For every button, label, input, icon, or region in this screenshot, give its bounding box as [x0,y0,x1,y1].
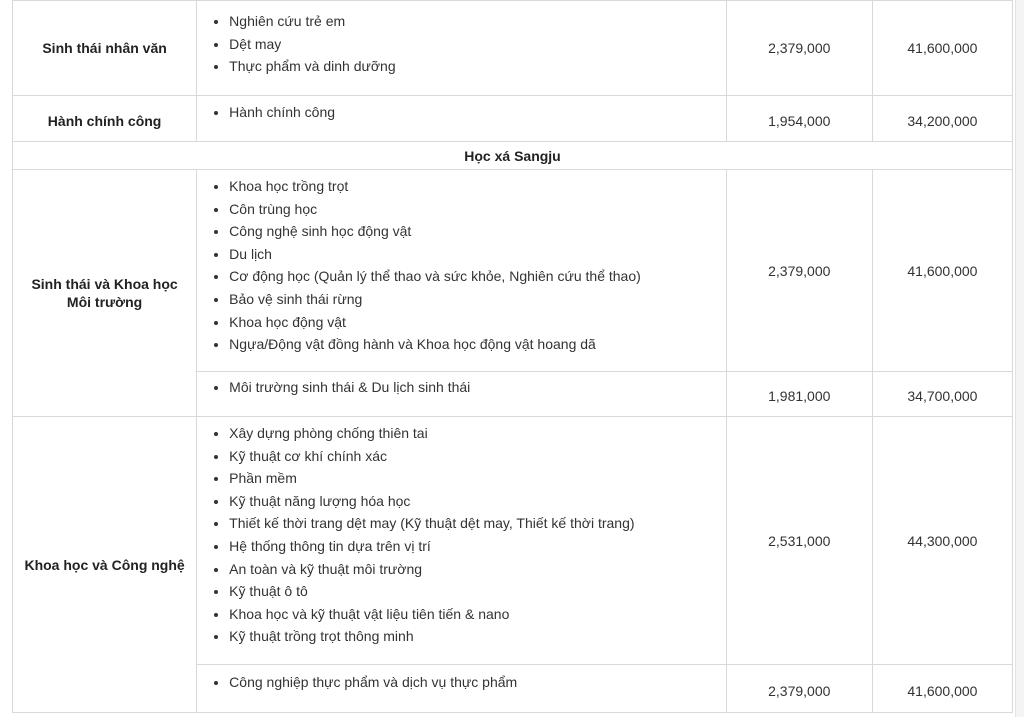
list-item: • Nghiên cứu trẻ em [229,10,726,33]
list-item: • Khoa học và kỹ thuật vật liệu tiên tiến & nano [229,603,726,626]
fee-vnd: 41,600,000 [872,665,1012,713]
fee-vnd: 41,600,000 [872,170,1012,372]
fee-krw: 2,531,000 [726,417,872,665]
majors-cell [197,372,727,417]
tuition-fee-table [12,0,1013,713]
fee-krw: 1,981,000 [726,372,872,417]
list-item: • Côn trùng học [229,198,726,221]
college-name: Hành chính công [13,96,197,142]
majors-list [197,376,726,399]
table-row [13,417,1013,665]
list-item: • Kỹ thuật cơ khí chính xác [229,445,726,468]
list-item: • Dệt may [229,33,726,56]
fee-vnd: 44,300,000 [872,417,1012,665]
table-row [13,96,1013,142]
majors-cell [197,96,727,142]
fee-krw: 2,379,000 [726,665,872,713]
list-item: • Thực phẩm và dinh dưỡng [229,55,726,78]
college-name: Khoa học và Công nghệ [13,417,197,713]
table-row [13,170,1013,372]
fee-krw: 2,379,000 [726,1,872,96]
list-item: • Bảo vệ sinh thái rừng [229,288,726,311]
list-item: • Thiết kế thời trang dệt may (Kỹ thuật dệt may, Thiết kế thời trang) [229,512,726,535]
majors-cell [197,417,727,665]
campus-section-title: Học xá Sangju [13,142,1013,170]
list-item: • Ngựa/Động vật đồng hành và Khoa học động vật hoang dã [229,333,726,356]
list-item: • Du lịch [229,243,726,266]
majors-list [197,10,726,78]
list-item: • Khoa học trồng trọt [229,175,726,198]
majors-cell [197,665,727,713]
college-name: Sinh thái và Khoa học Môi trường [13,170,197,417]
list-item: • Kỹ thuật ô tô [229,580,726,603]
majors-cell [197,170,727,372]
fee-vnd: 34,200,000 [872,96,1012,142]
fee-vnd: 34,700,000 [872,372,1012,417]
list-item: • Khoa học động vật [229,311,726,334]
list-item: • Môi trường sinh thái & Du lịch sinh thái [229,376,726,399]
list-item: • Hành chính công [229,101,726,124]
majors-list [197,101,726,124]
majors-list [197,422,726,648]
list-item: • Kỹ thuật trồng trọt thông minh [229,625,726,648]
list-item: • Hệ thống thông tin dựa trên vị trí [229,535,726,558]
list-item: • Công nghiệp thực phẩm và dịch vụ thực phẩm [229,671,726,694]
majors-cell [197,1,727,96]
fee-krw: 1,954,000 [726,96,872,142]
list-item: • Cơ động học (Quản lý thể thao và sức khỏe, Nghiên cứu thể thao) [229,265,726,288]
list-item: • Xây dựng phòng chống thiên tai [229,422,726,445]
list-item: • An toàn và kỹ thuật môi trường [229,558,726,581]
table-row [13,1,1013,96]
college-name: Sinh thái nhân văn [13,1,197,96]
fee-vnd: 41,600,000 [872,1,1012,96]
majors-list [197,671,726,694]
page-scroll-edge [1015,0,1024,717]
majors-list [197,175,726,356]
section-row [13,142,1013,170]
list-item: • Kỹ thuật năng lượng hóa học [229,490,726,513]
list-item: • Công nghệ sinh học động vật [229,220,726,243]
fee-krw: 2,379,000 [726,170,872,372]
list-item: • Phần mềm [229,467,726,490]
